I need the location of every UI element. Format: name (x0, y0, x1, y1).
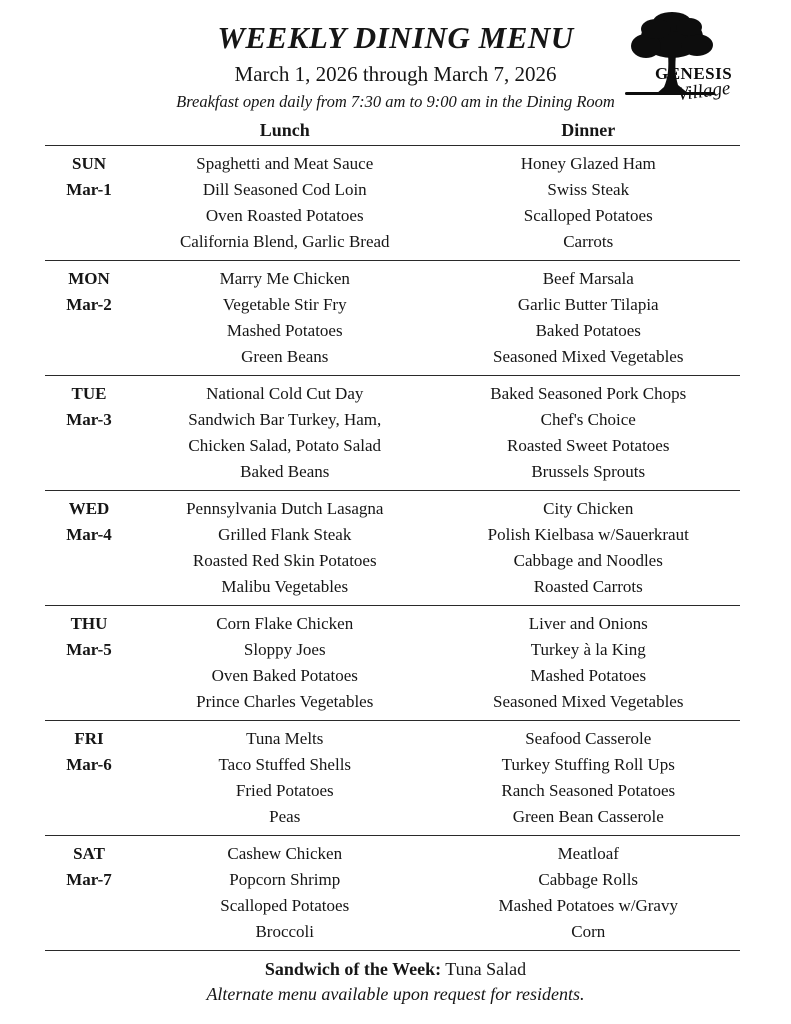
day-label: SUN (71, 154, 106, 173)
menu-footer (0, 959, 791, 1005)
day-label: SAT (73, 844, 105, 863)
menu-item: Mashed Potatoes (530, 666, 647, 685)
menu-item: Corn (571, 922, 606, 941)
day-column-spacer (45, 120, 133, 141)
menu-item: Vegetable Stir Fry (222, 295, 347, 314)
menu-item: Green Beans (241, 347, 329, 366)
menu-item: Dill Seasoned Cod Loin (202, 180, 367, 199)
sandwich-of-the-week (0, 959, 791, 980)
column-header-dinner: Dinner (561, 120, 616, 140)
menu-item: California Blend, Garlic Bread (179, 232, 390, 251)
menu-item: Pennsylvania Dutch Lasagna (186, 499, 384, 518)
breakfast-note: Breakfast open daily from 7:30 am to 9:00 am in the Dining Room (176, 92, 615, 111)
menu-item: Baked Potatoes (535, 321, 641, 340)
page-title: WEEKLY DINING MENU (217, 20, 574, 55)
menu-item: Beef Marsala (542, 269, 634, 288)
menu-item: Liver and Onions (528, 614, 648, 633)
day-label: MON (68, 269, 110, 288)
dinner-cell (437, 726, 741, 830)
menu-item: Mashed Potatoes w/Gravy (498, 896, 678, 915)
date-label: Mar-3 (66, 410, 112, 429)
menu-item: City Chicken (543, 499, 634, 518)
menu-row-sat (45, 835, 740, 951)
menu-item: Garlic Butter Tilapia (517, 295, 659, 314)
menu-item: Ranch Seasoned Potatoes (501, 781, 676, 800)
menu-item: Meatloaf (557, 844, 619, 863)
lunch-cell (133, 726, 437, 830)
table-header-row (45, 120, 740, 145)
day-label: TUE (71, 384, 107, 403)
column-header-lunch: Lunch (259, 120, 310, 140)
menu-item: Popcorn Shrimp (229, 870, 341, 889)
date-label: Mar-2 (66, 295, 112, 314)
menu-item: Oven Roasted Potatoes (205, 206, 364, 225)
sandwich-value: Tuna Salad (445, 959, 527, 979)
menu-item: Turkey Stuffing Roll Ups (501, 755, 675, 774)
date-label: Mar-5 (66, 640, 112, 659)
menu-item: Baked Beans (240, 462, 330, 481)
menu-item: Broccoli (255, 922, 315, 941)
menu-header (0, 0, 791, 112)
dinner-cell (437, 841, 741, 945)
menu-item: Grilled Flank Steak (218, 525, 352, 544)
day-label: WED (68, 499, 110, 518)
menu-item: Fried Potatoes (235, 781, 334, 800)
day-cell (45, 266, 133, 370)
date-label: Mar-7 (66, 870, 112, 889)
menu-item: Baked Seasoned Pork Chops (490, 384, 687, 403)
menu-row-fri (45, 720, 740, 835)
menu-item: Seasoned Mixed Vegetables (493, 347, 684, 366)
date-label: Mar-4 (66, 525, 112, 544)
alternate-menu-note: Alternate menu available upon request for residents. (206, 984, 585, 1004)
menu-row-thu (45, 605, 740, 720)
dinner-cell (437, 151, 741, 255)
menu-item: Prince Charles Vegetables (196, 692, 374, 711)
menu-item: Mashed Potatoes (226, 321, 343, 340)
menu-item: Chicken Salad, Potato Salad (188, 436, 382, 455)
day-label: THU (70, 614, 108, 633)
menu-item: Marry Me Chicken (219, 269, 350, 288)
menu-item: Corn Flake Chicken (216, 614, 354, 633)
menu-item: Carrots (563, 232, 614, 251)
day-cell (45, 151, 133, 255)
logo-name: GENESIS (655, 64, 733, 83)
day-cell (45, 496, 133, 600)
dinner-cell (437, 611, 741, 715)
sandwich-label: Sandwich of the Week: (264, 959, 442, 979)
lunch-cell (133, 611, 437, 715)
menu-item: Sandwich Bar Turkey, Ham, (188, 410, 382, 429)
lunch-cell (133, 381, 437, 485)
dinner-cell (437, 381, 741, 485)
menu-item: Polish Kielbasa w/Sauerkraut (487, 525, 689, 544)
menu-item: Chef's Choice (540, 410, 636, 429)
day-cell (45, 841, 133, 945)
lunch-cell (133, 841, 437, 945)
menu-item: Roasted Carrots (533, 577, 643, 596)
menu-item: Oven Baked Potatoes (211, 666, 358, 685)
dinner-cell (437, 266, 741, 370)
date-label: Mar-6 (66, 755, 112, 774)
day-label: FRI (74, 729, 104, 748)
menu-item: Roasted Red Skin Potatoes (192, 551, 377, 570)
menu-item: Roasted Sweet Potatoes (507, 436, 670, 455)
menu-row-sun (45, 145, 740, 260)
menu-item: Turkey à la King (530, 640, 646, 659)
date-label: Mar-1 (66, 180, 112, 199)
day-cell (45, 611, 133, 715)
menu-row-mon (45, 260, 740, 375)
date-range: March 1, 2026 through March 7, 2026 (234, 62, 557, 86)
menu-item: National Cold Cut Day (206, 384, 364, 403)
lunch-cell (133, 496, 437, 600)
menu-item: Seasoned Mixed Vegetables (493, 692, 684, 711)
menu-table (45, 120, 740, 951)
logo-subname: Village (675, 77, 732, 106)
menu-item: Seafood Casserole (525, 729, 652, 748)
day-cell (45, 726, 133, 830)
menu-item: Swiss Steak (547, 180, 630, 199)
menu-item: Green Bean Casserole (512, 807, 664, 826)
dinner-cell (437, 496, 741, 600)
menu-item: Malibu Vegetables (221, 577, 349, 596)
lunch-cell (133, 266, 437, 370)
menu-item: Scalloped Potatoes (220, 896, 350, 915)
menu-item: Brussels Sprouts (531, 462, 646, 481)
menu-item: Cabbage Rolls (538, 870, 639, 889)
menu-item: Tuna Melts (246, 729, 324, 748)
menu-item: Spaghetti and Meat Sauce (196, 154, 374, 173)
lunch-cell (133, 151, 437, 255)
menu-item: Cashew Chicken (227, 844, 343, 863)
genesis-village-logo (621, 8, 769, 110)
menu-item: Cabbage and Noodles (513, 551, 663, 570)
day-cell (45, 381, 133, 485)
menu-item: Peas (269, 807, 301, 826)
menu-item: Sloppy Joes (243, 640, 326, 659)
menu-row-wed (45, 490, 740, 605)
menu-row-tue (45, 375, 740, 490)
menu-item: Scalloped Potatoes (523, 206, 653, 225)
menu-item: Honey Glazed Ham (520, 154, 656, 173)
menu-item: Taco Stuffed Shells (218, 755, 352, 774)
